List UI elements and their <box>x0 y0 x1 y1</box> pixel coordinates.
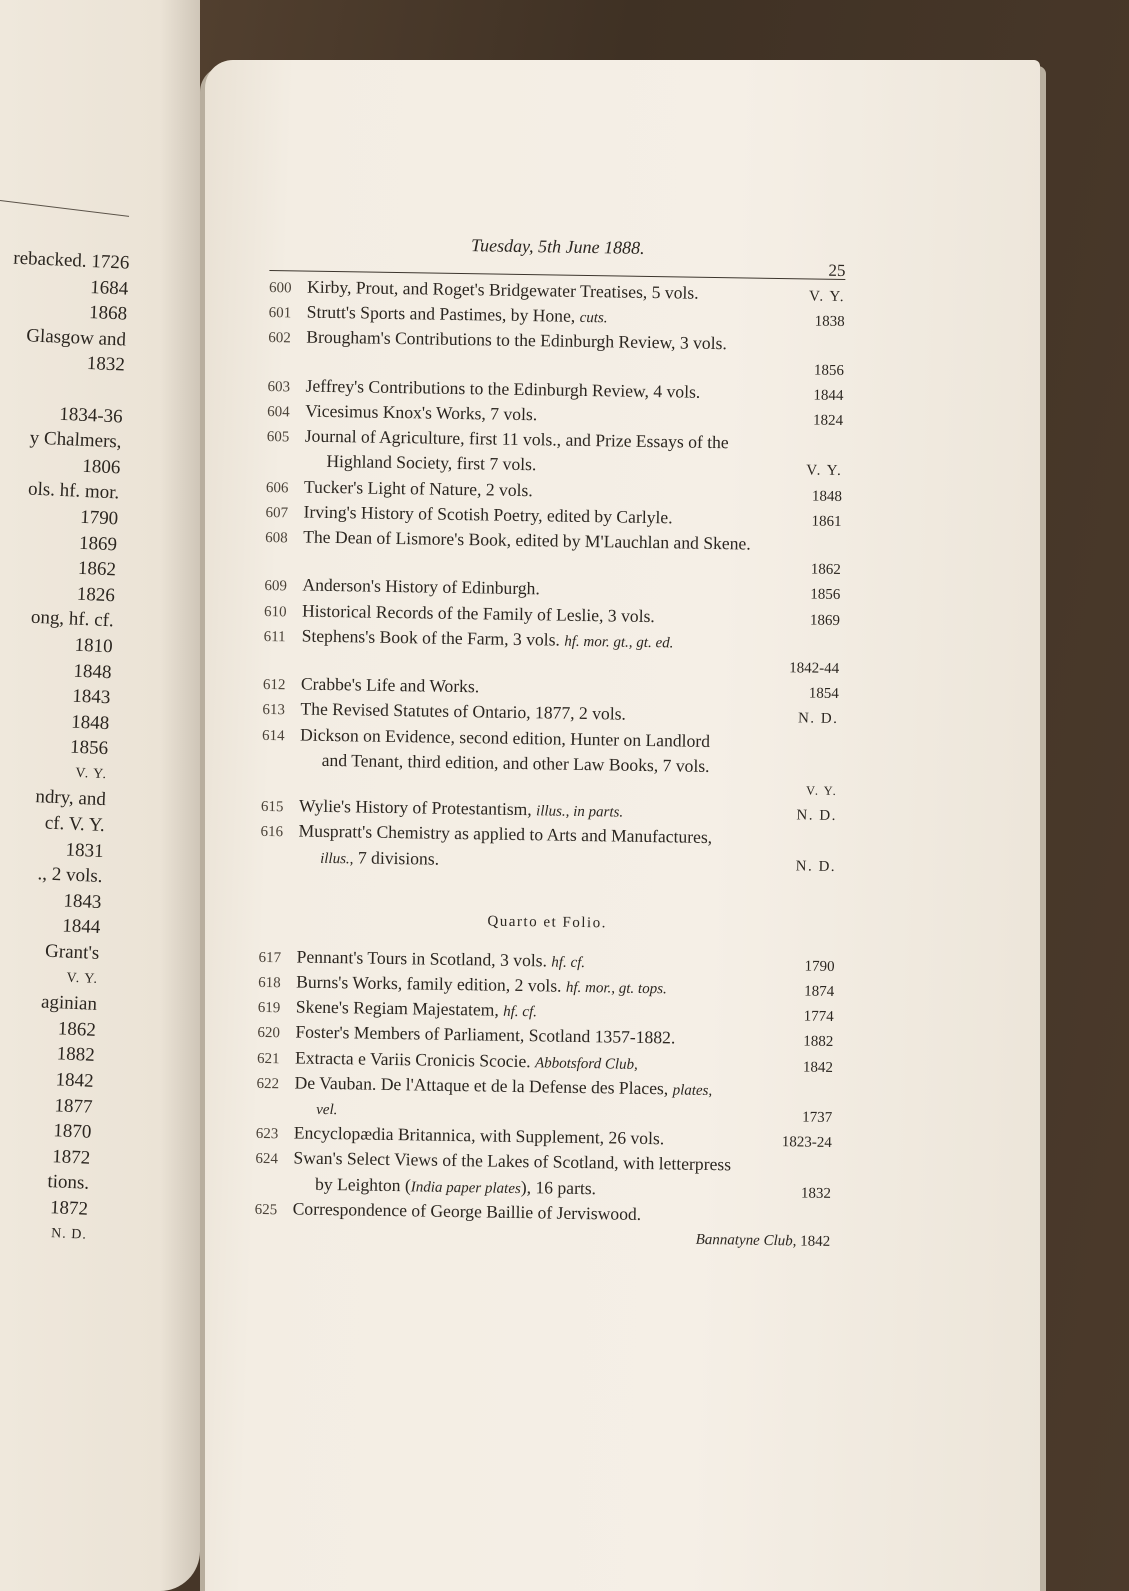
entry-title-text: Brougham's Contributions to the Edinburgh Review, 3 vols. <box>306 326 727 354</box>
left-page-line: 1872 <box>49 1197 89 1220</box>
entry-title-text: Irving's History of Scotish Poetry, edited by Carlyle. <box>303 501 673 528</box>
publisher-note: Bannatyne Club, <box>695 1231 797 1250</box>
catalogue-entry <box>255 1146 832 1205</box>
lot-number: 619 <box>257 1000 281 1017</box>
left-page-line: ., 2 vols. <box>37 863 103 888</box>
continuation-note: vel. <box>316 1101 338 1119</box>
lot-number: 611 <box>263 628 286 646</box>
lot-number: 604 <box>267 403 290 421</box>
lot-number: 622 <box>256 1075 280 1093</box>
lot-number: 616 <box>260 824 284 841</box>
octavo-entries <box>260 275 845 879</box>
lot-number: 614 <box>261 727 285 744</box>
lot-number: 600 <box>268 279 292 297</box>
continuation-title: and Tenant, third edition, and other Law Books, 7 vols. <box>321 749 710 776</box>
left-page-line: aginian <box>40 991 98 1016</box>
left-page-line: 1868 <box>88 302 128 325</box>
entry-date: 1842 <box>802 1059 834 1076</box>
page-content <box>254 232 846 1254</box>
lot-number: 605 <box>266 429 290 446</box>
left-page-line: 1790 <box>79 506 119 530</box>
left-page-line: 1843 <box>62 890 102 913</box>
lot-number: 610 <box>263 603 287 620</box>
entry-date: 1861 <box>811 513 842 530</box>
entry-title-text: Vicesimus Knox's Works, 7 vols. <box>305 400 538 425</box>
left-page-line: 1848 <box>70 711 110 734</box>
quarto-entries <box>254 945 835 1254</box>
left-page-line: 1856 <box>69 736 109 760</box>
binding-note: Abbotsford Club, <box>534 1054 638 1073</box>
left-page-line: y Chalmers, <box>29 427 122 453</box>
entry-date: 1842 <box>800 1233 831 1250</box>
entry-title-text: Wylie's History of Protestantism, <box>298 795 532 820</box>
catalogue-entry <box>261 723 838 804</box>
entry-title-text: Swan's Select Views of the Lakes of Scotland, with letterpress <box>293 1147 732 1175</box>
left-page-line: 1862 <box>77 557 117 581</box>
entry-date: 1832 <box>800 1185 832 1202</box>
left-page-line: 1882 <box>56 1043 96 1067</box>
entry-title-text: De Vauban. De l'Attaque et de la Defense des Places, <box>294 1072 669 1099</box>
entry-title-text: Extracta e Variis Cronicis Scocie. <box>294 1047 531 1071</box>
binding-note: hf. mor. gt., gt. ed. <box>564 633 674 652</box>
left-page-line: 1844 <box>61 915 101 939</box>
binding-note: cuts. <box>579 310 608 327</box>
entry-date: 1824 <box>812 412 844 430</box>
lot-number: 624 <box>255 1151 279 1168</box>
entry-date: 1854 <box>808 685 839 703</box>
entry-date: 1856 <box>810 586 841 604</box>
left-page-line: V. Y. <box>75 765 108 783</box>
continuation-tail: ), 16 parts. <box>520 1176 597 1198</box>
entry-date: 1848 <box>811 488 843 505</box>
page-number: 25 <box>828 260 846 281</box>
entry-title-text: Foster's Members of Parliament, Scotland 1357-1882. <box>295 1021 676 1048</box>
entry-title-text: Journal of Agriculture, first 11 vols., and Prize Essays of the <box>304 425 729 453</box>
lot-number: 615 <box>260 799 284 816</box>
left-page-line: ndry, and <box>34 786 107 811</box>
left-page-line: 1862 <box>57 1018 97 1041</box>
entry-title-text: Pennant's Tours in Scotland, 3 vols. <box>296 946 548 971</box>
entry-date: N. D. <box>796 807 838 825</box>
entry-title-text: Dickson on Evidence, second edition, Hunter on Landlord <box>299 724 711 751</box>
lot-number: 620 <box>257 1025 281 1042</box>
left-page-line: 1834-36 <box>58 403 124 428</box>
continuation-note: India paper plates <box>410 1178 521 1197</box>
binding-note: hf. cf. <box>503 1003 538 1021</box>
left-page-line: V. Y. <box>66 970 99 987</box>
left-page-line: ong, hf. cf. <box>30 607 115 632</box>
entry-title-text: Tucker's Light of Nature, 2 vols. <box>303 476 533 500</box>
left-page-line: cf. V. Y. <box>44 812 106 837</box>
entry-title-text: Stephens's Book of the Farm, 3 vols. <box>301 625 561 650</box>
entry-date: 1869 <box>809 612 841 629</box>
left-page-line: 1806 <box>81 455 121 479</box>
entry-date: N. D. <box>797 710 839 728</box>
entry-title-text: Encyclopædia Britannica, with Supplement, 26 vols. <box>293 1122 665 1149</box>
entry-title-text: Anderson's History of Edinburgh. <box>302 574 541 599</box>
left-page-line: 1810 <box>74 634 114 658</box>
entry-date: 1856 <box>813 362 845 379</box>
entry-title-text: Burns's Works, family edition, 2 vols. <box>296 971 562 996</box>
catalogue-entry <box>256 1071 833 1130</box>
catalogue-entry <box>266 424 843 483</box>
left-page-line: Grant's <box>44 940 100 965</box>
entry-date: 1862 <box>810 561 841 579</box>
entry-title-text: Strutt's Sports and Pastimes, by Hone, <box>306 301 576 327</box>
entry-date: 1737 <box>802 1109 833 1126</box>
entry-date: 1842-44 <box>789 660 840 678</box>
entry-title-text: Correspondence of George Baillie of Jerviswood. <box>292 1198 642 1224</box>
entry-title-text: Historical Records of the Family of Leslie, 3 vols. <box>301 600 655 626</box>
lot-number: 606 <box>265 479 289 496</box>
binding-note: illus., in parts. <box>535 803 624 821</box>
entry-date: 1790 <box>804 958 835 975</box>
continuation-note: illus., <box>320 850 354 867</box>
lot-number: 609 <box>264 578 288 595</box>
lot-number: 618 <box>258 974 281 992</box>
left-page-line: N. D. <box>50 1225 88 1243</box>
entry-title-text: The Revised Statutes of Ontario, 1877, 2 vols. <box>300 698 627 725</box>
lot-number: 607 <box>265 504 289 522</box>
entry-date: 1838 <box>814 313 845 331</box>
entry-title-text: The Dean of Lismore's Book, edited by M'Lauchlan and Skene. <box>303 526 751 554</box>
left-page-line: Glasgow and <box>25 325 127 351</box>
entry-date: 1774 <box>803 1008 834 1026</box>
continuation-title: 7 divisions. <box>357 847 440 869</box>
binding-note: hf. mor., gt. tops. <box>565 979 667 998</box>
left-page-line: 1826 <box>76 583 116 607</box>
left-page-line: rebacked. 1726 <box>12 247 130 274</box>
lot-number: 601 <box>268 305 292 322</box>
left-page <box>0 0 200 1591</box>
running-title: Tuesday, 5th June 1888. <box>470 235 645 258</box>
left-page-line: 1684 <box>89 276 129 300</box>
lot-number: 602 <box>268 330 291 347</box>
left-page-line: 1848 <box>73 660 112 683</box>
continuation-title: Highland Society, first 7 vols. <box>326 451 537 475</box>
entry-title-text: Kirby, Prout, and Roget's Bridgewater Treatises, 5 vols. <box>306 276 699 303</box>
right-page <box>205 60 1040 1591</box>
lot-number: 621 <box>256 1050 280 1067</box>
continuation-title: by Leighton ( <box>314 1173 411 1195</box>
left-page-line: 1842 <box>55 1069 95 1092</box>
page-header <box>269 232 846 281</box>
entry-title-text: Skene's Regiam Majestatem, <box>295 996 499 1020</box>
entry-date: 1823-24 <box>781 1134 832 1152</box>
lot-number: 623 <box>255 1126 279 1143</box>
left-page-line: 1877 <box>54 1094 93 1118</box>
left-page-text <box>0 245 130 1248</box>
catalogue-entry <box>254 1197 831 1254</box>
entry-date: 1882 <box>803 1033 834 1051</box>
left-page-line: 1870 <box>52 1120 92 1144</box>
entry-title-text: Jeffrey's Contributions to the Edinburgh Review, 4 vols. <box>305 375 701 402</box>
lot-number: 617 <box>258 949 282 967</box>
entry-title-text: Crabbe's Life and Works. <box>300 673 480 697</box>
lot-number: 603 <box>267 378 291 396</box>
binding-note: plates, <box>672 1082 713 1099</box>
left-page-line: ols. hf. mor. <box>27 478 120 504</box>
lot-number: 612 <box>262 677 286 694</box>
entry-date: 1844 <box>813 387 844 404</box>
entry-date: V. Y. <box>806 462 843 480</box>
entry-title-text: Muspratt's Chemistry as applied to Arts and Manufactures, <box>298 820 713 848</box>
section-heading: Quarto et Folio. <box>487 913 608 932</box>
entry-date: V. Y. <box>808 288 846 306</box>
left-page-line: tions. <box>47 1171 90 1195</box>
left-page-line: 1872 <box>51 1145 91 1169</box>
lot-number: 625 <box>254 1201 278 1219</box>
binding-note: hf. cf. <box>551 954 586 971</box>
left-page-line: 1831 <box>65 839 105 862</box>
left-page-line: 1843 <box>71 685 111 709</box>
left-page-line: 1869 <box>78 532 118 555</box>
entry-date: N. D. <box>795 857 837 875</box>
entry-date: 1874 <box>804 983 835 1000</box>
entry-date: V. Y. <box>805 783 838 798</box>
lot-number: 608 <box>265 529 288 547</box>
left-header-rule <box>0 200 129 217</box>
left-page-line: 1832 <box>86 353 126 376</box>
lot-number: 613 <box>262 702 286 719</box>
catalogue-entry <box>260 819 837 878</box>
